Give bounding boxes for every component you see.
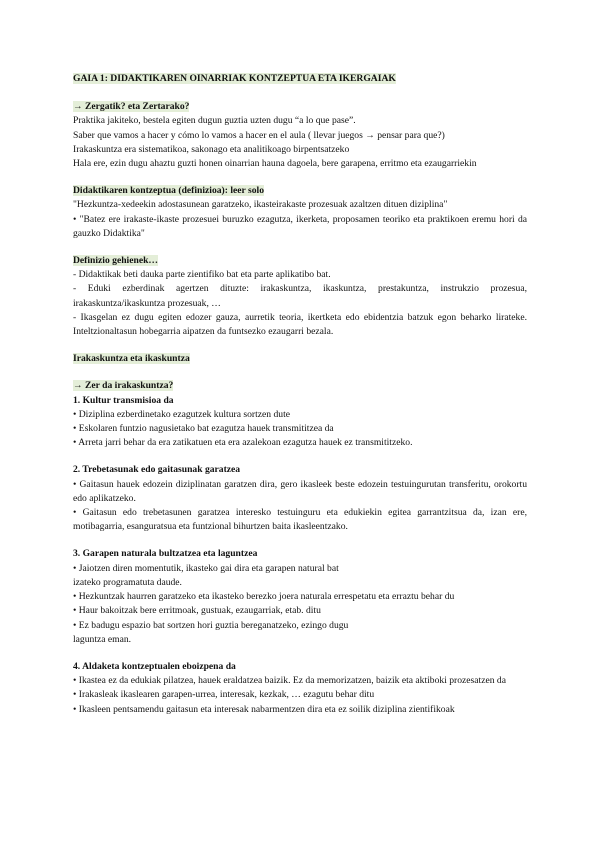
para-line: "Hezkuntza-xedeekin adostasunean garatzeko, ikasteirakaste prozesuak azaltzen dituen diziplina" — [73, 199, 448, 211]
para-line: - Eduki ezberdinak agertzen dituzte: irakaskuntza, ikaskuntza, prestakuntza, instrukzio prozesua, irakaskuntza/ikaskuntza prozesuak, … — [73, 283, 527, 309]
para-line: Hala ere, ezin dugu ahaztu guzti honen oinarrian hauna dagoela, bere garapena, erritmo eta ezaugarriekin — [73, 158, 477, 170]
heading-why: → Zergatik? eta Zertarako? — [73, 101, 190, 113]
bullet-line: • Gaitasun hauek edozein diziplinatan garatzen dira, gero ikasleek beste edozein testuingurutan transferitu, orokortu edo aplikatzeko. — [73, 478, 527, 504]
bullet-line: • Jaiotzen diren momentutik, ikasteko gai dira eta garapen natural bat — [73, 562, 339, 574]
bullet-line: • Haur bakoitzak bere erritmoak, gustuak, ezaugarriak, etab. ditu — [73, 605, 321, 617]
heading-teaching-learning: Irakaskuntza eta ikaskuntza — [73, 353, 190, 365]
subheading-4: 4. Aldaketa kontzeptualen eboizpena da — [73, 660, 236, 672]
bullet-line: • Ikasleen pentsamendu gaitasun eta interesak nabarmentzen dira eta ez soilik diziplina zientifikoak — [73, 703, 455, 715]
title-text: GAIA 1: DIDAKTIKAREN OINARRIAK KONTZEPTUA ETA IKERGAIAK — [73, 73, 396, 84]
bullet-line: • Gaitasun edo trebetasunen garatzea interesko testuinguru eta edukiekin egitea garrantzitsua da, izan ere, motibagarria, esanguratsua eta funtzional bihurtzen baita ikasleentzako. — [73, 507, 527, 533]
para-line: Praktika jakiteko, bestela egiten dugun guztia uzten dugu “a lo que pase”. — [73, 115, 356, 127]
bullet-line: • Hezkuntzak haurren garatzeko eta ikasteko berezko joera naturala errespetatu eta erraztu behar du — [73, 591, 455, 603]
bullet-line: laguntza eman. — [73, 633, 132, 645]
para-line: - Ikasgelan ez dugu egiten edozer gauza, aurretik teoria, ikertketa edo ebidentzia batzuk egon beharko lirateke. Inteltzionaltasun hobegarria aipatzen da funtsezko ezaugarri bezala. — [73, 311, 527, 338]
bullet-line: • Irakasleak ikaslearen garapen-urrea, interesak, kezkak, … ezagutu behar ditu — [73, 689, 375, 701]
para-line: Irakaskuntza era sistematikoa, sakonago eta analitikoago birpentsatzeko — [73, 143, 350, 155]
heading-definition: Didaktikaren kontzeptua (definizioa): leer solo — [73, 185, 264, 197]
bullet-line: • Eskolaren funtzio nagusietako bat ezagutza hauek transmititzea da — [73, 423, 334, 435]
document-title — [73, 72, 527, 86]
bullet-line: • Arreta jarri behar da era zatikatuen eta era azalekoan ezagutza hauek ez transmititzeko. — [73, 437, 413, 449]
bullet-line: • Ez badugu espazio bat sortzen hori guztia bereganatzeko, ezingo dugu — [73, 619, 349, 631]
para-line: - Didaktikak beti dauka parte zientifiko bat eta parte aplikatibo bat. — [73, 269, 331, 281]
heading-what-is-teaching: → Zer da irakaskuntza? — [73, 380, 174, 392]
bullet-line: • Ikastea ez da edukiak pilatzea, hauek eraldatzea baizik. Ez da memorizatzen, baizik eta aktiboki prozesatzen da — [73, 675, 506, 687]
para-line: Saber que vamos a hacer y cómo lo vamos a hacer en el aula ( llevar juegos → pensar para que?) — [73, 129, 445, 141]
subheading-3: 3. Garapen naturala bultzatzea eta laguntzea — [73, 548, 258, 560]
bullet-line: • Diziplina ezberdinetako ezagutzek kultura sortzen dute — [73, 408, 290, 420]
subheading-1: 1. Kultur transmisioa da — [73, 394, 174, 406]
subheading-2: 2. Trebetasunak edo gaitasunak garatzea — [73, 464, 241, 476]
heading-definitions-most: Definizio gehienek… — [73, 255, 159, 267]
bullet-line: izateko programatuta daude. — [73, 576, 182, 588]
para-line: • "Batez ere irakaste-ikaste prozesuei buruzko ezagutza, ikerketa, proposamen teoriko eta praktikoen eremu hori da gauzko Didaktika" — [73, 213, 527, 239]
